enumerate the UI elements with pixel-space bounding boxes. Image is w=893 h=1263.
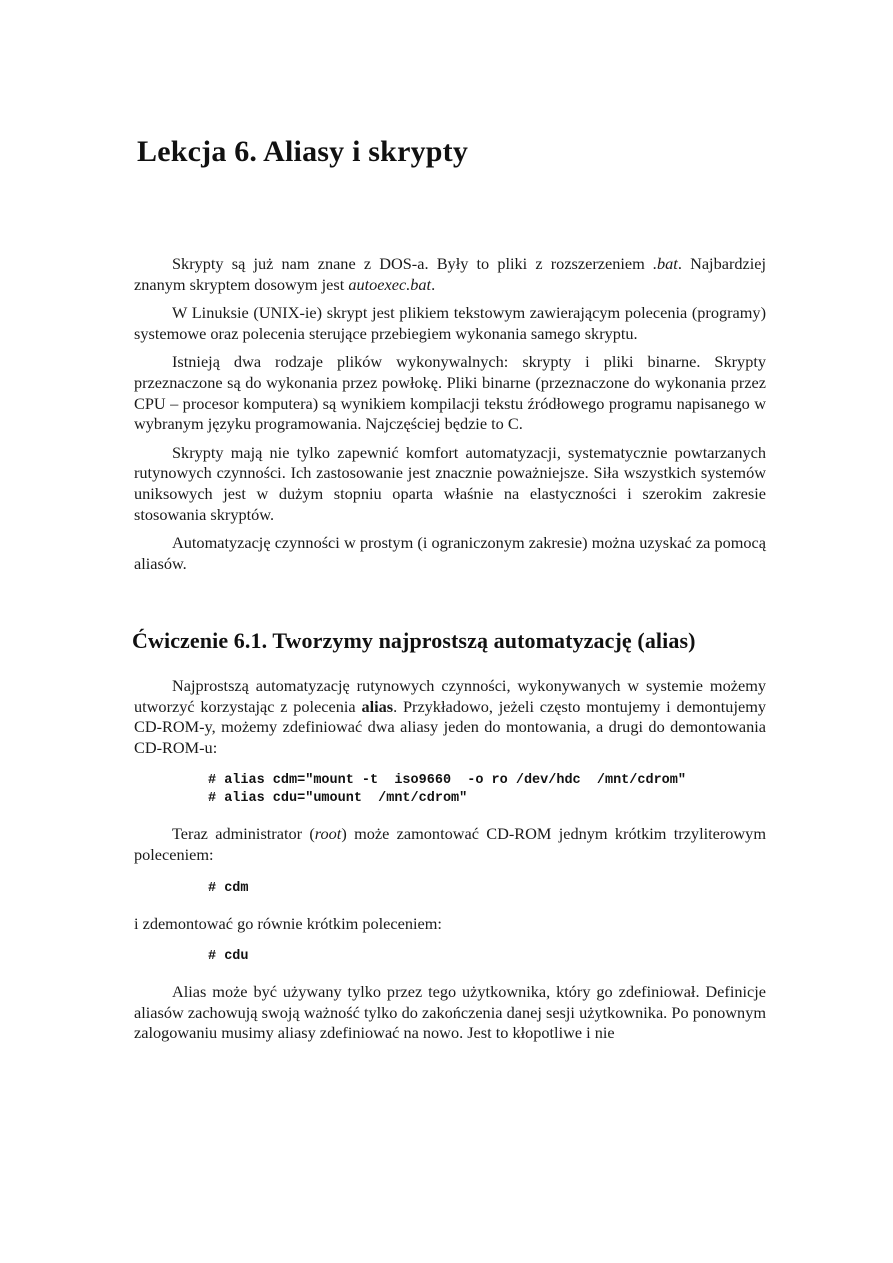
exercise-text	[134, 676, 766, 1044]
code-line: # alias cdu="umount /mnt/cdrom"	[208, 791, 468, 807]
paragraph-5: Automatyzację czynności w prostym (i ograniczonym zakresie) można uzyskać za pomocą aliasów.	[134, 533, 766, 573]
code-line: # cdu	[208, 949, 249, 965]
paragraph-3: Istnieją dwa rodzaje plików wykonywalnych: skrypty i pliki binarne. Skrypty przeznaczone są do wykonania przez powłokę. Pliki binarne (przeznaczone do wykonania przez CPU – procesor komputera) są wynikiem kompilacji tekstu źródłowego programu napisanego w wybranym języku programowania. Najczęściej będzie to C.	[134, 352, 766, 434]
autoexec-filename: autoexec.bat	[348, 274, 432, 294]
cdm-code-block	[134, 880, 766, 898]
alias-code-block	[134, 772, 766, 808]
paragraph-2: W Linuksie (UNIX-ie) skrypt jest plikiem tekstowym zawierającym polecenia (programy) systemowe oraz polecenia sterujące przebiegiem wykonania samego skryptu.	[134, 303, 766, 343]
code-line: # cdm	[208, 880, 249, 896]
paragraph-1: Skrypty są już nam znane z DOS-a. Były to pliki z rozszerzeniem .bat. Najbardziej znanym skryptem dosowym jest autoexec.bat.	[134, 254, 767, 294]
paragraph-4: Skrypty mają nie tylko zapewnić komfort automatyzacji, systematycznie powtarzanych rutynowych czynności. Ich zastosowanie jest znacznie poważniejsze. Siła wszystkich systemów uniksowych jest w dużym stopniu oparta właśnie na elastyczności i szerokim zakresie stosowania skryptów.	[134, 442, 766, 524]
bat-extension: .bat	[652, 254, 678, 273]
exercise-title: Ćwiczenie 6.1. Tworzymy najprostszą automatyzację (alias)	[132, 628, 696, 653]
exercise-paragraph-3: i zdemontować go równie krótkim poleceniem:	[134, 913, 442, 933]
exercise-paragraph-1: Najprostszą automatyzację rutynowych czynności, wykonywanych w systemie możemy utworzyć korzystając z polecenia alias. Przykładowo, jeżeli często montujemy i demontujemy CD-ROM-y, możemy zdefiniować dwa aliasy jeden do montowania, a drugi do demontowania CD-ROM-u:	[134, 676, 766, 757]
chapter-title: Lekcja 6. Aliasy i skrypty	[137, 135, 469, 168]
intro-text	[134, 254, 766, 582]
root-user: root	[314, 824, 342, 844]
exercise-paragraph-4: Alias może być używany tylko przez tego użytkownika, który go zdefiniował. Definicje aliasów zachowują swoją ważność tylko do zakończenia danej sesji użytkownika. Po ponownym zalogowaniu musimy aliasy zdefiniować na nowo. Jest to kłopotliwe i nie	[134, 982, 766, 1043]
exercise-paragraph-2: Teraz administrator (root) może zamontować CD-ROM jednym krótkim trzyliterowym poleceniem:	[134, 824, 766, 864]
cdu-code-block	[134, 948, 766, 966]
code-line: # alias cdm="mount -t iso9660 -o ro /dev/hdc /mnt/cdrom"	[208, 773, 686, 789]
alias-command: alias	[361, 696, 394, 716]
